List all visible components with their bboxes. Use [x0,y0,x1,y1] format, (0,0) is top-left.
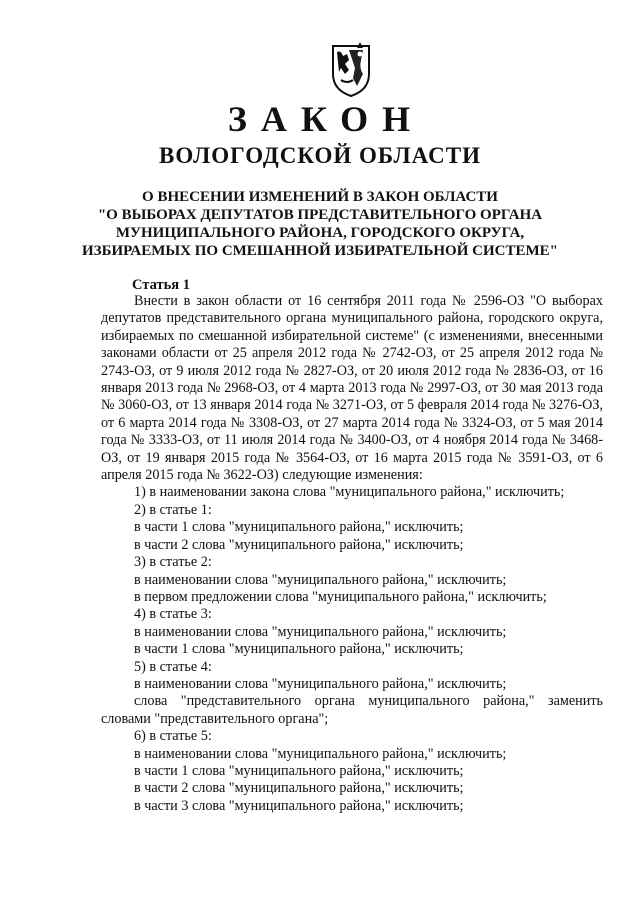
list-item: в наименовании слова "муниципального района," исключить; [134,745,507,762]
list-item: в наименовании слова "муниципального района," исключить; [134,623,507,640]
subtitle-line: МУНИЦИПАЛЬНОГО РАЙОНА, ГОРОДСКОГО ОКРУГА, [115,225,525,241]
list-item: 2) в статье 1: [134,501,212,518]
article-heading: Статья 1 [132,277,190,293]
region-title: ВОЛОГОДСКОЙ ОБЛАСТИ [159,143,481,168]
list-item-replace: слова "представительного органа муниципального района," заменить [134,693,603,710]
list-item-replace-continuation: словами "представительного органа"; [101,710,329,727]
list-item: 5) в статье 4: [134,658,212,675]
list-item: 6) в статье 5: [134,728,212,745]
document-title: ЗАКОН [227,99,425,139]
subtitle-line: ИЗБИРАЕМЫХ ПО СМЕШАННОЙ ИЗБИРАТЕЛЬНОЙ СИСТЕМЕ" [82,243,558,259]
list-item: 3) в статье 2: [134,554,212,571]
list-item: в части 1 слова "муниципального района," исключить; [134,762,464,779]
list-item: в части 2 слова "муниципального района," исключить; [134,536,464,553]
list-item: в части 2 слова "муниципального района," исключить; [134,780,464,797]
list-item: в части 3 слова "муниципального района," исключить; [134,797,464,814]
subtitle-line: "О ВЫБОРАХ ДЕПУТАТОВ ПРЕДСТАВИТЕЛЬНОГО ОРГАНА [97,207,543,223]
list-item: в наименовании слова "муниципального района," исключить; [134,675,507,692]
list-item: в части 1 слова "муниципального района," исключить; [134,641,464,658]
vologda-coat-of-arms-icon [327,40,375,98]
list-item: в первом предложении слова "муниципального района," исключить; [134,588,547,605]
article-intro-paragraph: Внести в закон области от 16 сентября 2011 года № 2596-ОЗ "О выборах депутатов представительного органа муниципального района, городского округа, избираемых по смешанной избирательной системе" (с изменениями, внесенными законами области от 25 апреля 2012 года № 2742-ОЗ, от 25 апреля 2012 года № 2743-ОЗ, от 9 июля 2012 года № 2827-ОЗ, от 20 июля 2012 года № 2836-ОЗ, от 16 января 2013 года № 2968-ОЗ, от 4 марта 2013 года № 2997-ОЗ, от 30 мая 2013 года № 3060-ОЗ, от 13 января 2014 года № 3271-ОЗ, от 5 февраля 2014 года № 3276-ОЗ, от 6 марта 2014 года № 3308-ОЗ, от 27 марта 2014 года № 3324-ОЗ, от 5 мая 2014 года № 3333-ОЗ, от 11 июля 2014 года № 3400-ОЗ, от 4 ноября 2014 года № 3468-ОЗ, от 19 января 2015 года № 3564-ОЗ, от 16 марта 2015 года № 3591-ОЗ, от 6 апреля 2015 года № 3622-ОЗ) следующие изменения: [101,293,603,484]
list-item: в части 1 слова "муниципального района," исключить; [134,519,464,536]
list-item: 4) в статье 3: [134,606,212,623]
list-item: 1) в наименовании закона слова "муниципального района," исключить; [134,484,565,501]
article-body [101,293,603,815]
list-item: в наименовании слова "муниципального района," исключить; [134,571,507,588]
subtitle-line: О ВНЕСЕНИИ ИЗМЕНЕНИЙ В ЗАКОН ОБЛАСТИ [142,189,498,205]
